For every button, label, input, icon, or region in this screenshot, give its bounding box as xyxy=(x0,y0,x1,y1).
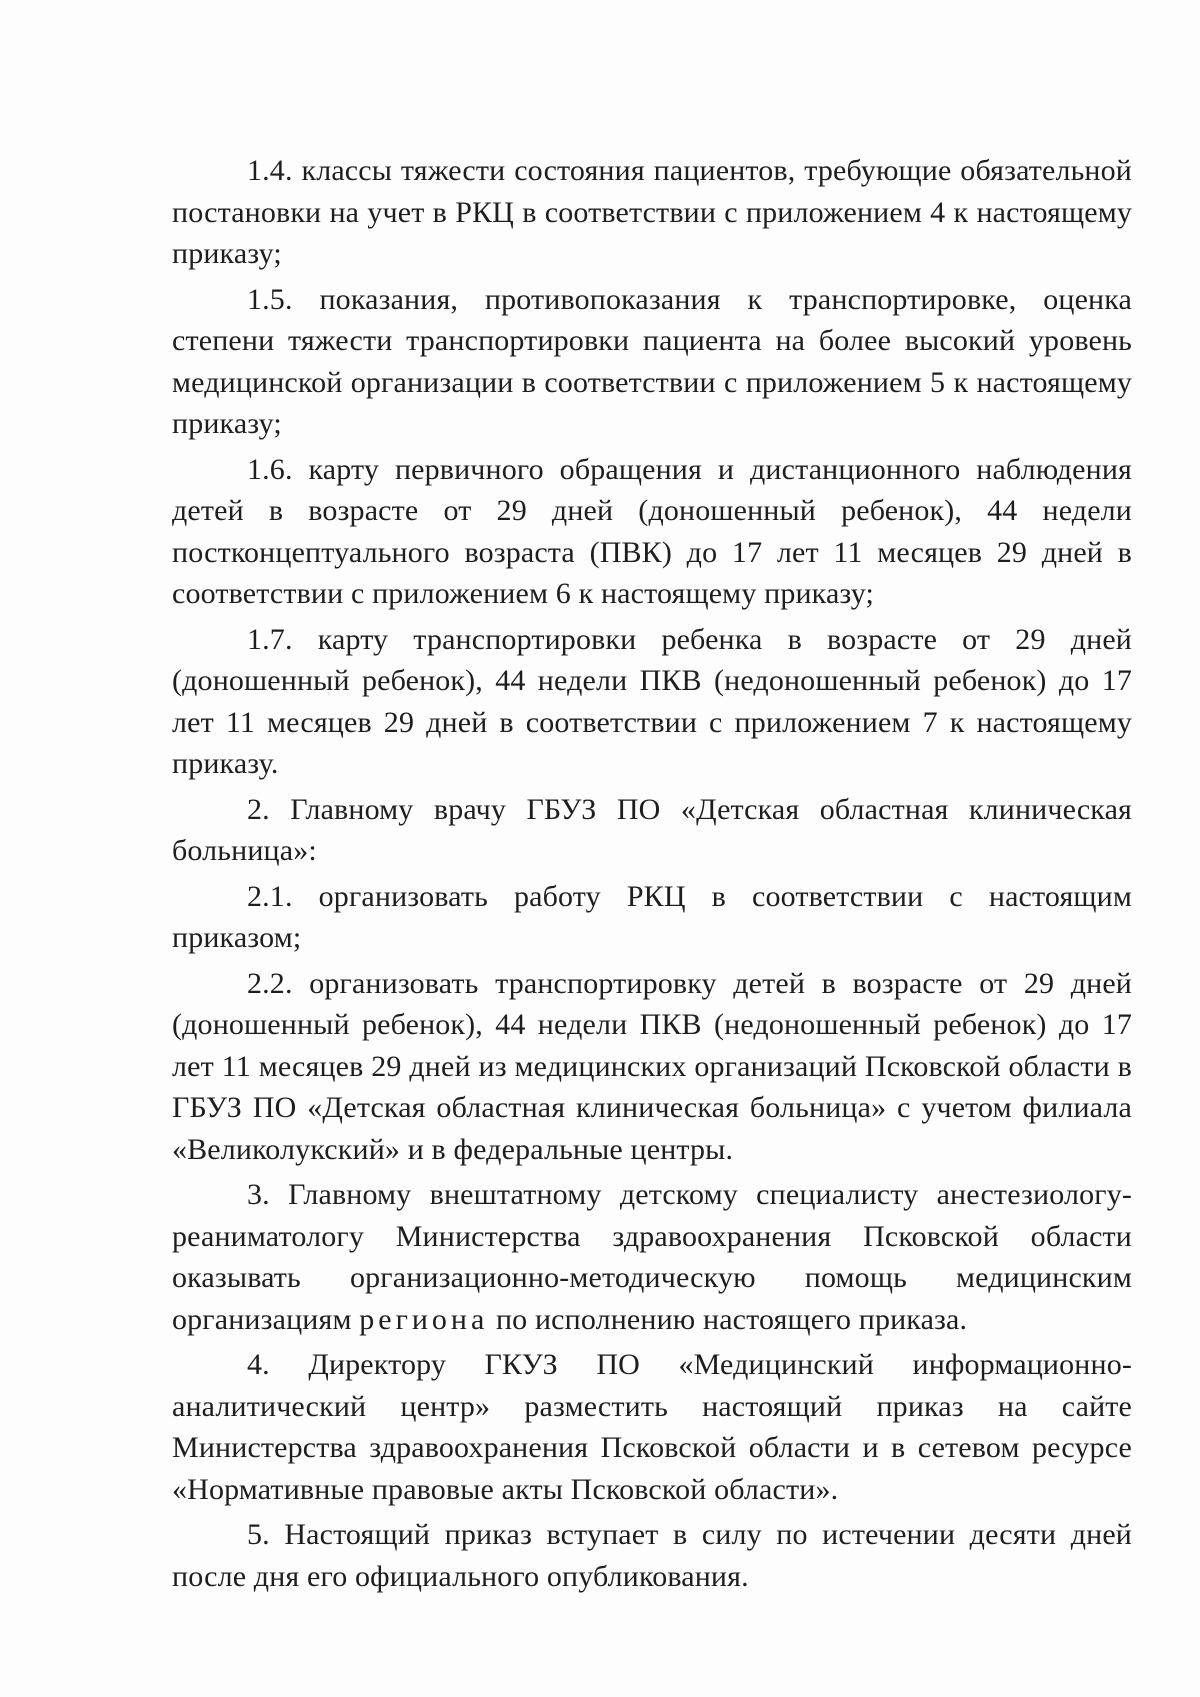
paragraph-1-6: 1.6. карту первичного обращения и дистанционного наблюдения детей в возрасте от 29 дней (доношенный ребенок), 44 недели постконцептуального возраста (ПВК) до 17 лет 11 месяцев 29 дней в соответствии с приложением 6 к настоящему приказу; xyxy=(172,452,1132,610)
paragraph-1-5: 1.5. показания, противопоказания к транспортировке, оценка степени тяжести транспортировки пациента на более высокий уровень медицинской организации в соответствии с приложением 5 к настоящему приказу; xyxy=(172,282,1132,440)
paragraph-5: 5. Настоящий приказ вступает в силу по истечении десяти дней после дня его официального опубликования. xyxy=(172,1518,1132,1593)
paragraph-1-4: 1.4. классы тяжести состояния пациентов, требующие обязательной постановки на учет в РКЦ в соответствии с приложением 4 к настоящему приказу; xyxy=(172,154,1132,270)
paragraph-2-2: 2.2. организовать транспортировку детей в возрасте от 29 дней (доношенный ребенок), 44 недели ПКВ (недоношенный ребенок) до 17 лет 11 месяцев 29 дней из медицинских организаций Псковской области в ГБУЗ ПО «Детская областная клиническая больница» с учетом филиала «Великолукский» и в федеральные центры. xyxy=(172,966,1132,1166)
document-body xyxy=(172,150,1132,1601)
paragraph-3-text: 3. Главному внештатному детскому специалисту анестезиологу-реаниматологу Министерства здравоохранения Псковской области оказывать организационно-методическую помощь медицинским организациям xyxy=(172,1178,1132,1336)
paragraph-4: 4. Директору ГКУЗ ПО «Медицинский информационно-аналитический центр» разместить настоящий приказ на сайте Министерства здравоохранения Псковской области и в сетевом ресурсе «Нормативные правовые акты Псковской области». xyxy=(172,1348,1132,1506)
spaced-word: региона xyxy=(359,1302,489,1336)
paragraph-2: 2. Главному врачу ГБУЗ ПО «Детская областная клиническая больница»: xyxy=(172,792,1132,867)
paragraph-1-7: 1.7. карту транспортировки ребенка в возрасте от 29 дней (доношенный ребенок), 44 недели ПКВ (недоношенный ребенок) до 17 лет 11 месяцев 29 дней в соответствии с приложением 7 к настоящему приказу. xyxy=(172,622,1132,780)
paragraph-2-1: 2.1. организовать работу РКЦ в соответствии с настоящим приказом; xyxy=(172,879,1132,954)
paragraph-3 xyxy=(172,1174,1132,1340)
paragraph-3-tail: по исполнению настоящего приказа. xyxy=(495,1302,968,1336)
